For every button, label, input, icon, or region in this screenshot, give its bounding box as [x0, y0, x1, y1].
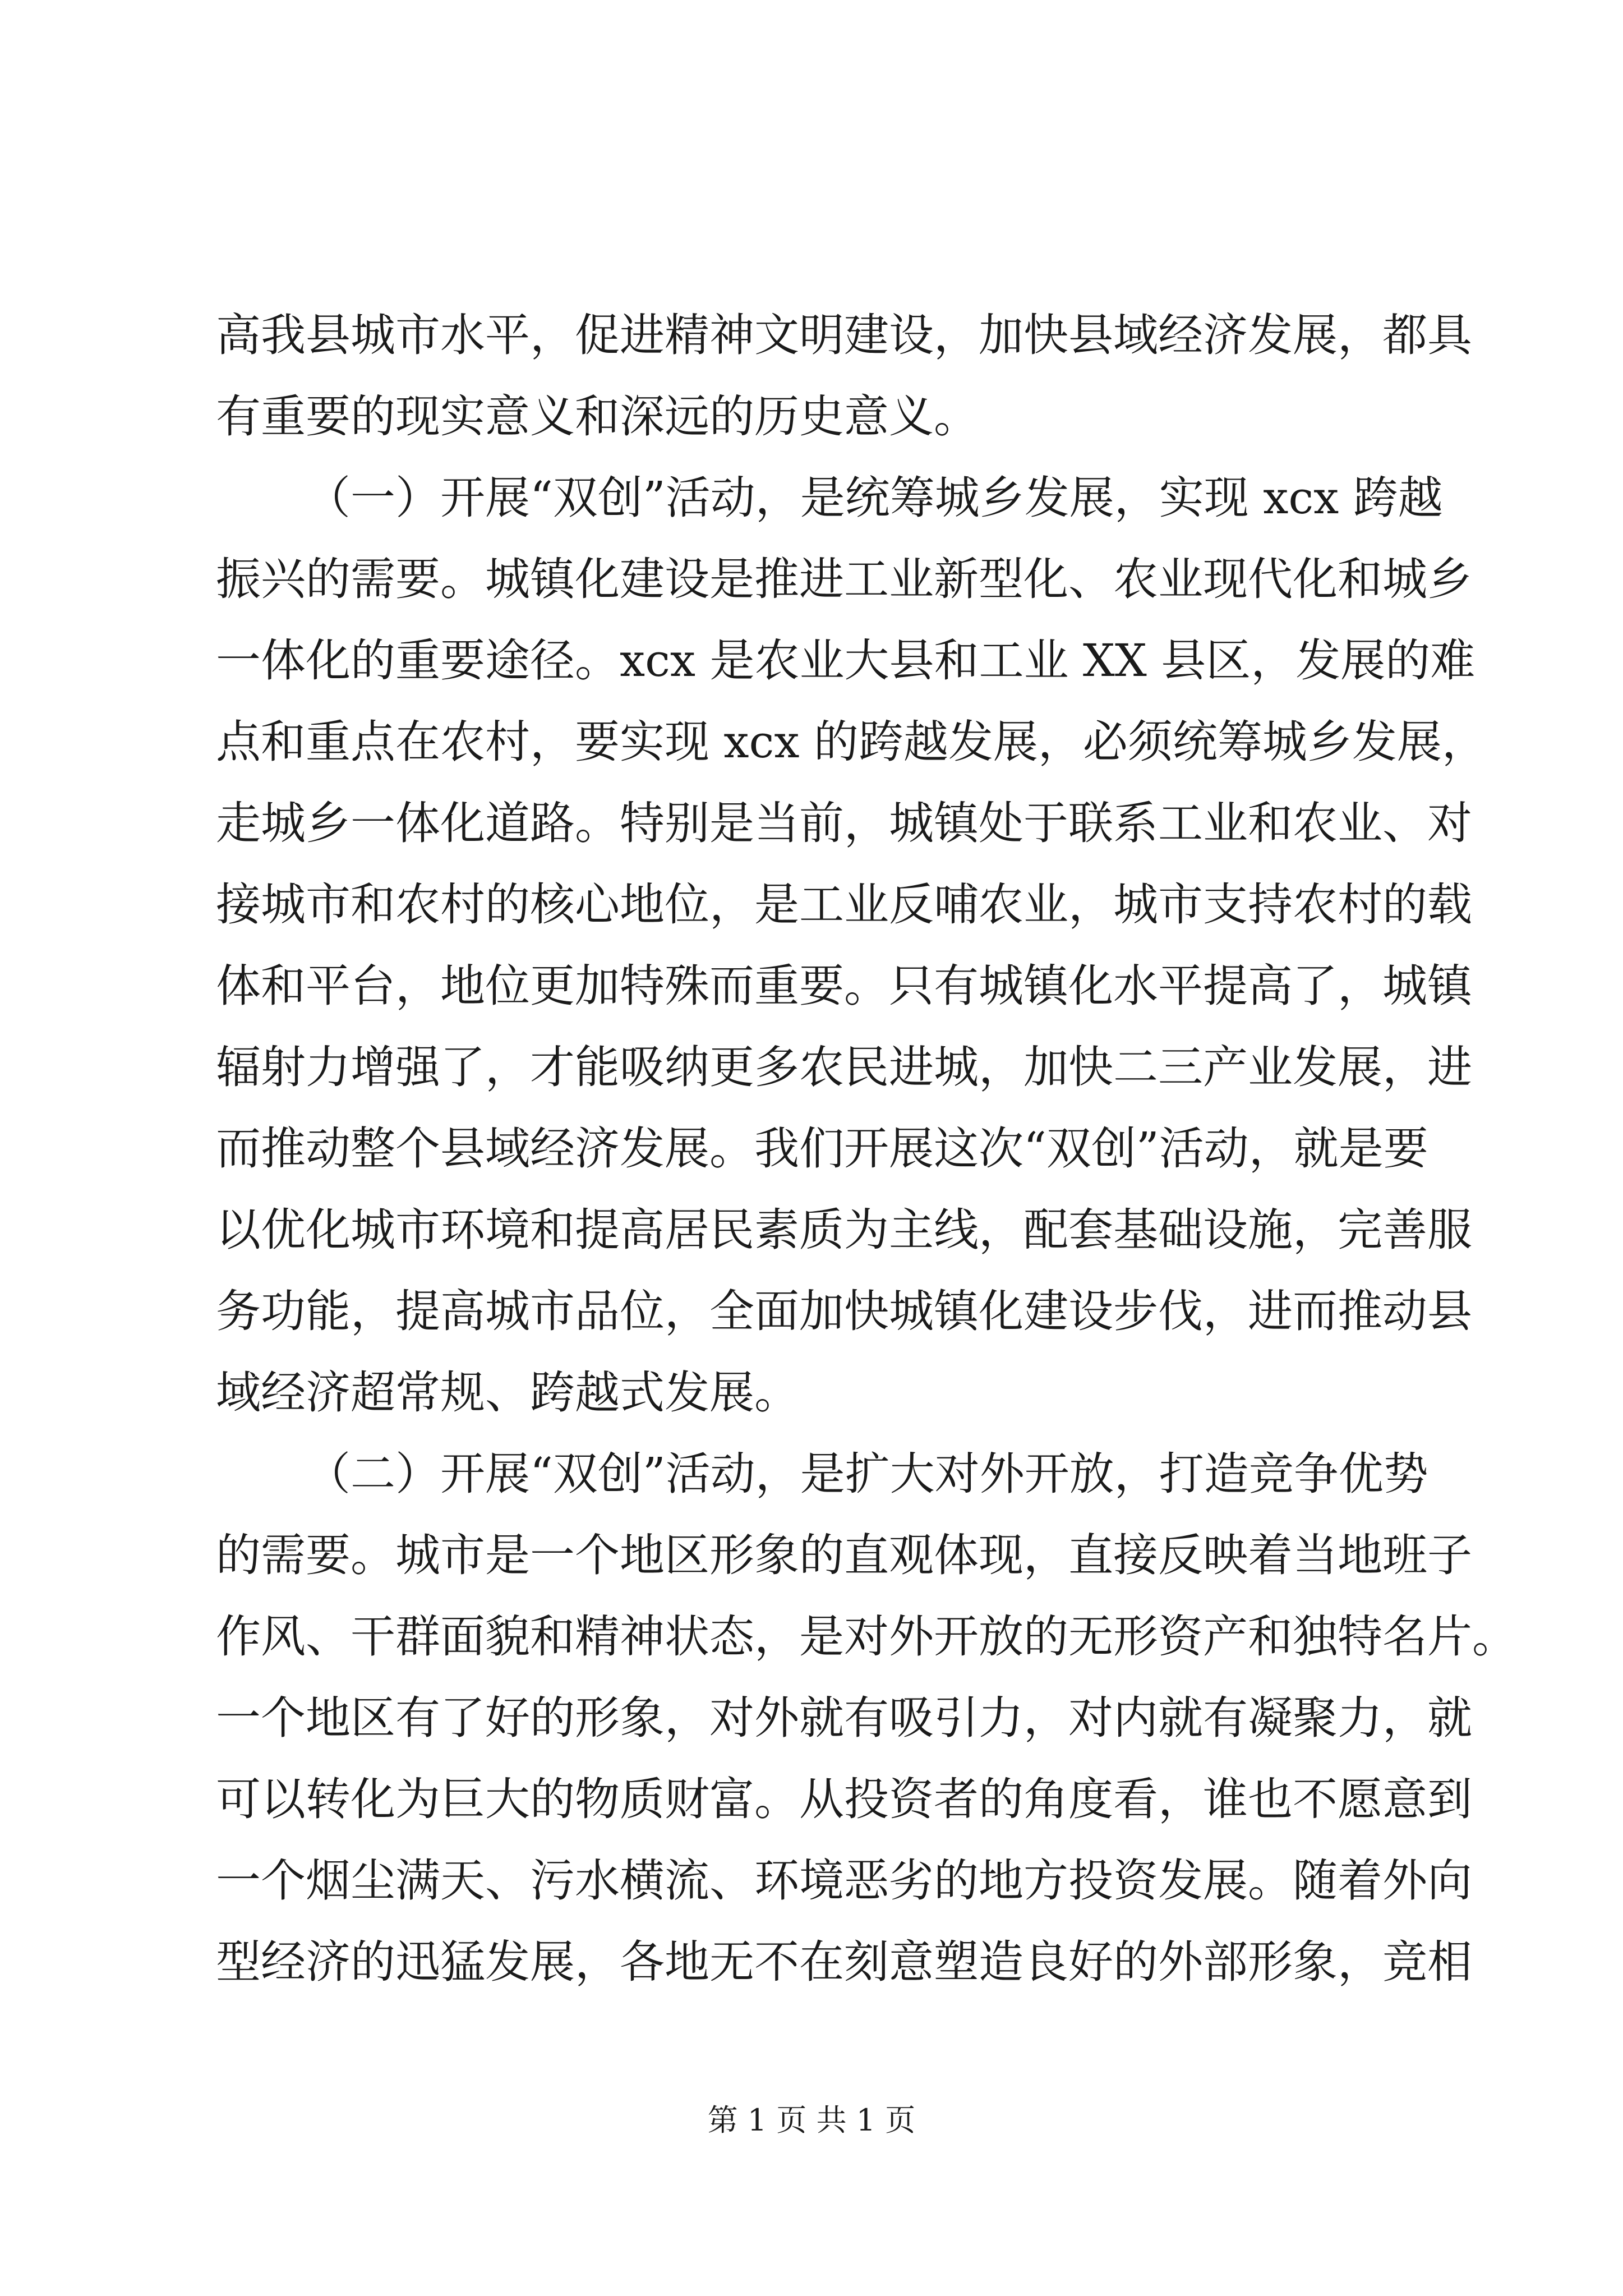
text-line-4: 振兴的需要。城镇化建设是推进工业新型化、农业现代化和城乡 — [216, 553, 1472, 605]
text-line-2: 有重要的现实意义和深远的历史意义。 — [216, 390, 979, 443]
text-line-9: 体和平台，地位更加特殊而重要。只有城镇化水平提高了，城镇 — [216, 960, 1472, 1012]
text-line-6: 点和重点在农村，要实现 xcx 的跨越发展，必须统筹城乡发展， — [216, 716, 1487, 768]
text-line-8: 接城市和农村的核心地位，是工业反哺农业，城市支持农村的载 — [216, 878, 1472, 931]
text-line-7: 走城乡一体化道路。特别是当前，城镇处于联系工业和农业、对 — [216, 797, 1472, 849]
text-line-1: 高我县城市水平，促进精神文明建设，加快县域经济发展，都具 — [216, 309, 1472, 361]
text-line-20: 一个烟尘满天、污水横流、环境恶劣的地方投资发展。随着外向 — [216, 1855, 1472, 1907]
text-line-21: 型经济的迅猛发展，各地无不在刻意塑造良好的外部形象，竞相 — [216, 1936, 1472, 1988]
text-line-5: 一体化的重要途径。xcx 是农业大县和工业 XX 县区，发展的难 — [216, 634, 1476, 687]
text-line-14: 域经济超常规、跨越式发展。 — [216, 1366, 799, 1419]
text-line-19: 可以转化为巨大的物质财富。从投资者的角度看，谁也不愿意到 — [216, 1773, 1472, 1825]
text-line-17: 作风、干群面貌和精神状态，是对外开放的无形资产和独特名片。 — [216, 1611, 1517, 1663]
page-number-footer: 第 1 页 共 1 页 — [707, 2102, 916, 2138]
text-line-16: 的需要。城市是一个地区形象的直观体现，直接反映着当地班子 — [216, 1529, 1472, 1581]
text-line-13: 务功能，提高城市品位，全面加快城镇化建设步伐，进而推动县 — [216, 1285, 1472, 1337]
text-line-12: 以优化城市环境和提高居民素质为主线，配套基础设施，完善服 — [216, 1204, 1472, 1256]
text-line-10: 辐射力增强了，才能吸纳更多农民进城，加快二三产业发展，进 — [216, 1041, 1472, 1093]
paragraph-2-start: （二）开展“双创”活动，是扩大对外开放，打造竞争优势 — [306, 1448, 1428, 1500]
text-line-18: 一个地区有了好的形象，对外就有吸引力，对内就有凝聚力，就 — [216, 1692, 1472, 1744]
text-line-11: 而推动整个县域经济发展。我们开展这次“双创”活动，就是要 — [216, 1122, 1428, 1175]
paragraph-1-start: （一）开展“双创”活动，是统筹城乡发展，实现 xcx 跨越 — [306, 472, 1443, 524]
